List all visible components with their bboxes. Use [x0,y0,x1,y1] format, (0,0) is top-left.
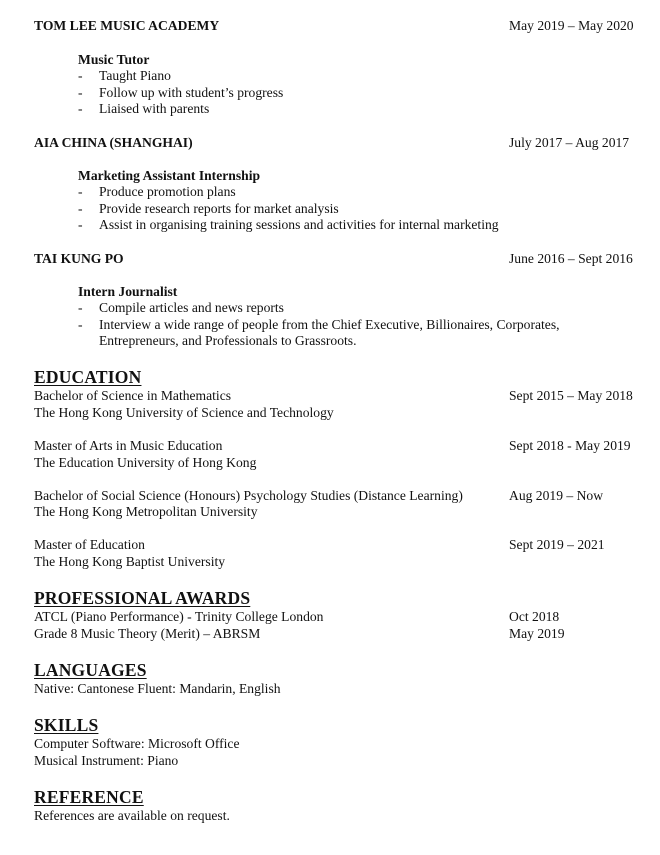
degree-title: Bachelor of Social Science (Honours) Psychology Studies (Distance Learning) [34,488,463,503]
education-dates: Sept 2019 – 2021 [509,537,605,552]
list-item: - Liaised with parents [78,101,210,116]
bullet-marker: - [78,200,83,216]
bullet-marker: - [78,68,83,83]
school-name: The Hong Kong University of Science and Technology [34,405,334,420]
section-heading-reference: REFERENCE [34,787,144,807]
list-item: - Produce promotion plans [78,184,236,199]
reference-text: References are available on request. [34,808,230,823]
list-item: - Provide research reports for market analysis [78,200,339,216]
list-item: - Taught Piano [78,68,171,83]
section-heading-education: EDUCATION [34,367,142,387]
bullet-marker: - [78,300,83,315]
skill-line: Musical Instrument: Piano [34,753,179,768]
school-name: The Education University of Hong Kong [34,455,257,470]
school-name: The Hong Kong Baptist University [34,554,226,569]
degree-title: Master of Education [34,537,145,552]
school-name: The Hong Kong Metropolitan University [34,504,258,519]
duties-list [78,184,499,234]
bullet-marker: - [78,84,83,100]
award-name: ATCL (Piano Performance) - Trinity College London [34,609,324,624]
bullet-marker: - [78,316,83,332]
list-item: - Compile articles and news reports [78,300,284,315]
list-item: - Assist in organising training sessions and activities for internal marketing [78,217,499,232]
section-heading-languages: LANGUAGES [34,660,147,680]
degree-title: Bachelor of Science in Mathematics [34,388,232,403]
bullet-marker: - [78,101,83,116]
languages-text: Native: Cantonese Fluent: Mandarin, English [34,681,281,696]
list-item: - Follow up with student’s progress [78,84,284,100]
employer-name: TAI KUNG PO [34,251,124,266]
job-title: Music Tutor [78,52,150,67]
award-date: May 2019 [509,626,565,641]
section-heading-awards: PROFESSIONAL AWARDS [34,588,251,608]
award-name: Grade 8 Music Theory (Merit) – ABRSM [34,626,261,641]
duties-list [78,68,283,118]
education-dates: Sept 2018 - May 2019 [509,438,631,453]
employment-dates: July 2017 – Aug 2017 [509,135,630,150]
award-date: Oct 2018 [509,609,560,624]
employment-dates: June 2016 – Sept 2016 [509,251,633,266]
bullet-marker: - [78,184,83,199]
bullet-marker: - [78,217,83,232]
education-dates: Sept 2015 – May 2018 [509,388,633,403]
employment-dates: May 2019 – May 2020 [509,18,634,33]
skill-line: Computer Software: Microsoft Office [34,736,240,751]
degree-title: Master of Arts in Music Education [34,438,223,453]
education-dates: Aug 2019 – Now [509,488,604,503]
duties-list [78,300,609,350]
employer-name: TOM LEE MUSIC ACADEMY [34,18,220,33]
job-title: Marketing Assistant Internship [78,168,261,183]
employer-name: AIA CHINA (SHANGHAI) [34,135,193,150]
section-heading-skills: SKILLS [34,715,99,735]
job-title: Intern Journalist [78,284,178,299]
list-item: - Interview a wide range of people from the Chief Executive, Billionaires, Corporates, Entrepreneurs, and Professionals to Grassroots. [78,316,560,348]
